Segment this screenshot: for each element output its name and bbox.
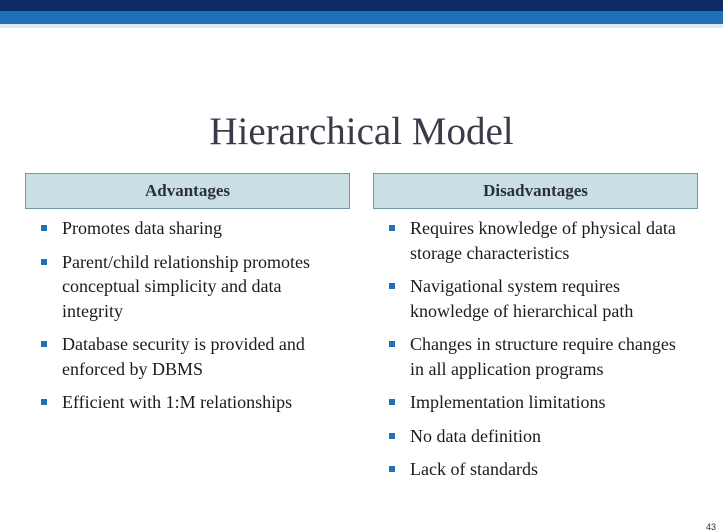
advantages-header-label: Advantages — [144, 181, 230, 200]
advantages-header — [25, 173, 350, 209]
slide-title: Hierarchical Model — [209, 110, 514, 153]
advantage-item — [40, 216, 340, 241]
bullet-icon — [41, 259, 47, 265]
bullet-icon — [389, 225, 395, 231]
bullet-icon — [389, 433, 395, 439]
disadvantage-item — [388, 332, 688, 381]
disadvantages-header-label: Disadvantages — [483, 181, 588, 200]
disadvantages-header — [373, 173, 698, 209]
advantage-item — [40, 250, 340, 324]
bullet-icon — [41, 399, 47, 405]
disadvantage-text: No data definition — [410, 425, 541, 446]
bullet-icon — [389, 283, 395, 289]
advantage-text: Promotes data sharing — [62, 218, 222, 238]
bullet-icon — [41, 225, 47, 231]
disadvantage-item — [388, 216, 688, 265]
top-band-dark — [0, 0, 723, 11]
disadvantage-item — [388, 424, 688, 449]
disadvantage-text: Changes in structure require changes in all application programs — [410, 334, 676, 379]
advantage-text: Efficient with 1:M relationships — [62, 392, 293, 412]
advantage-text: Database security is provided and enforced by DBMS — [62, 334, 305, 379]
advantage-item — [40, 390, 340, 415]
page-number: 43 — [706, 522, 717, 532]
bullet-icon — [389, 466, 395, 472]
disadvantage-item — [388, 457, 688, 482]
top-band-light — [0, 24, 723, 28]
bullet-icon — [41, 341, 47, 347]
bullet-icon — [389, 399, 395, 405]
disadvantage-text: Navigational system requires knowledge of hierarchical path — [410, 276, 634, 321]
disadvantage-item — [388, 274, 688, 323]
advantage-item — [40, 332, 340, 381]
top-band-blue — [0, 11, 723, 24]
disadvantages-list — [388, 216, 688, 491]
advantage-text: Parent/child relationship promotes conceptual simplicity and data integrity — [62, 251, 310, 321]
advantages-list — [40, 216, 340, 424]
disadvantage-text: Implementation limitations — [410, 392, 606, 412]
disadvantage-text: Lack of standards — [410, 459, 538, 479]
bullet-icon — [389, 341, 395, 347]
disadvantage-text: Requires knowledge of physical data storage characteristics — [410, 218, 676, 263]
disadvantage-item — [388, 390, 688, 415]
